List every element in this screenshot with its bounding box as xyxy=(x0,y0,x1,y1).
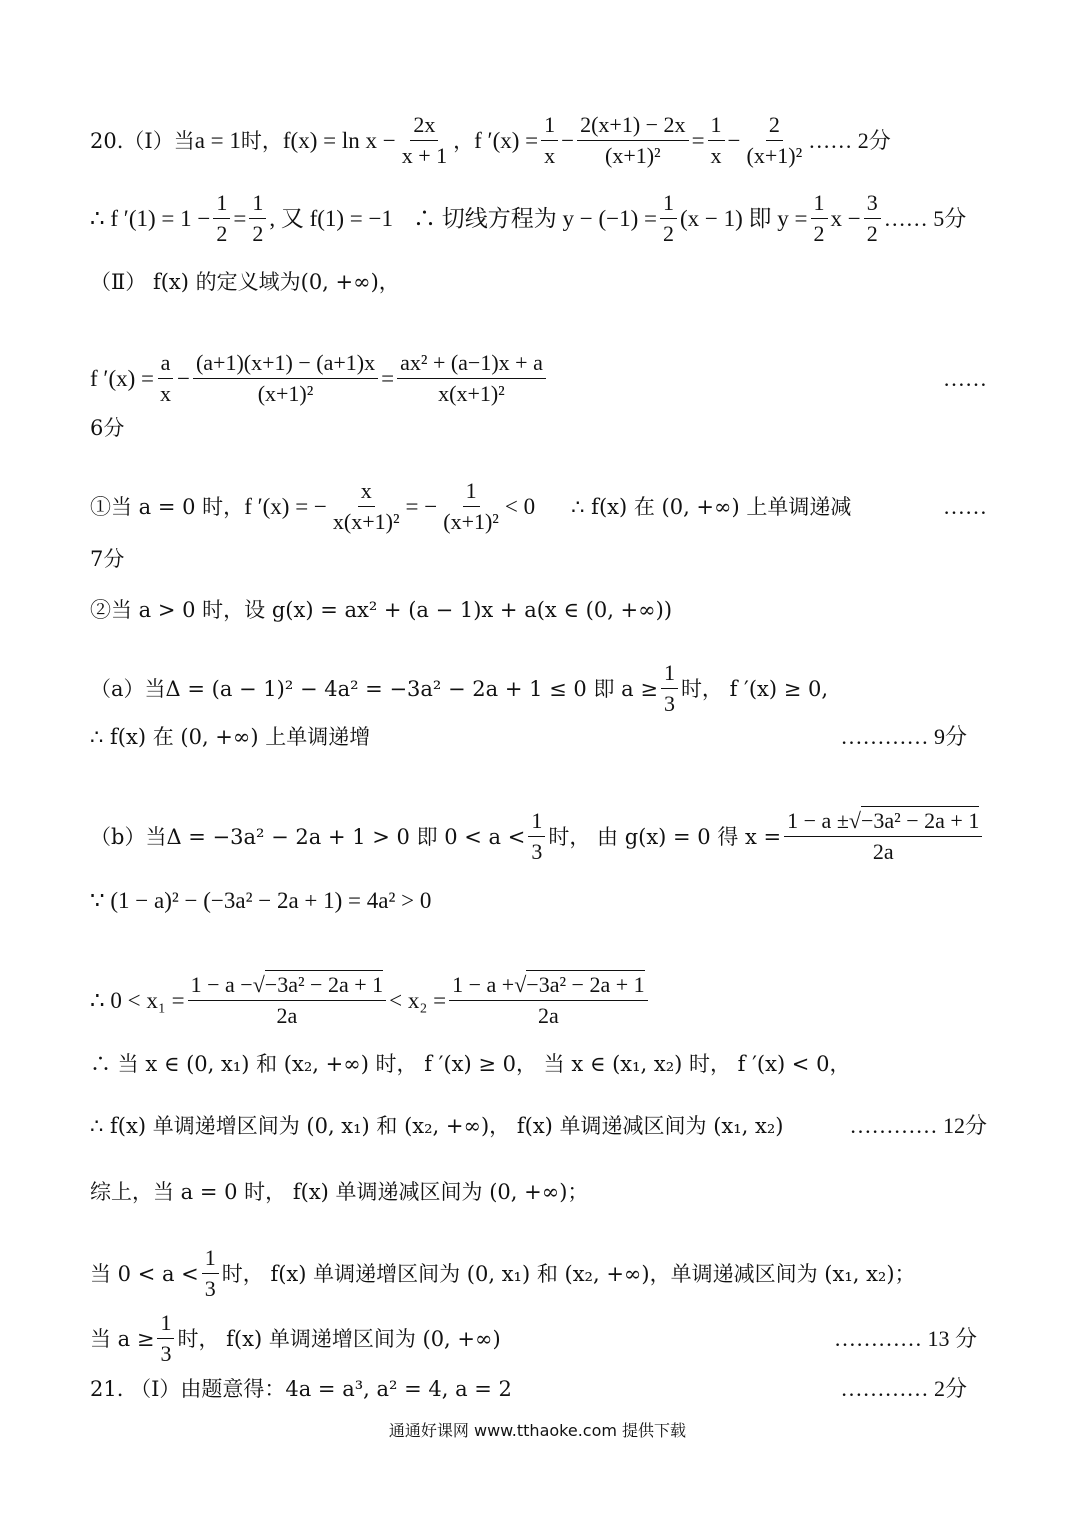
fraction xyxy=(249,190,266,247)
numerator: 1 − a +√−3a² − 2a + 1 xyxy=(449,972,648,1001)
fraction xyxy=(661,660,678,717)
numerator: (a+1)(x+1) − (a+1)x xyxy=(193,350,378,379)
line-20-4 xyxy=(90,350,987,407)
line-20-18 xyxy=(90,1310,987,1367)
denominator: x xyxy=(710,143,722,168)
text: ∴ f(x) 在 (0, +∞) 上单调递增 xyxy=(90,725,371,749)
fraction xyxy=(157,1310,174,1367)
text: 20.（Ⅰ）当 xyxy=(90,128,195,153)
text: ∴ 当 x ∈ (0, x₁) 和 (x₂, +∞) 时， f ′(x) ≥ 0， 当 x ∈ (x₁, x₂) 时， f ′(x) < 0， xyxy=(90,1052,851,1076)
math: − xyxy=(727,127,741,153)
denominator: 3 xyxy=(160,1341,172,1366)
numerator: 1 xyxy=(202,1245,219,1274)
numerator: 1 xyxy=(213,190,230,219)
denominator: 2 xyxy=(216,221,228,246)
num-part: 1 − a ± xyxy=(787,808,849,833)
math: = xyxy=(691,127,705,153)
score: …… xyxy=(943,493,987,519)
fraction xyxy=(157,350,174,407)
denominator: 2 xyxy=(662,221,674,246)
text: 时， xyxy=(240,128,283,153)
numerator: 1 − a −√−3a² − 2a + 1 xyxy=(188,972,387,1001)
text: ∴ f(x) 单调递增区间为 (0, x₁) 和 (x₂, +∞)， f(x) 单调递减区间为 (x₁, x₂) xyxy=(90,1114,784,1138)
numerator: 1 xyxy=(811,190,828,219)
line-20-14 xyxy=(90,1050,987,1078)
line-20-5 xyxy=(90,414,987,442)
math: = xyxy=(233,205,247,231)
line-20-17 xyxy=(90,1245,987,1302)
score: ………… 2分 xyxy=(840,1376,967,1401)
numerator: a xyxy=(158,350,174,379)
text: 21. （Ⅰ）由题意得：4a = a³, a² = 4, a = 2 xyxy=(90,1377,512,1401)
denominator: (x+1)² xyxy=(605,143,661,168)
math: x − xyxy=(830,205,861,231)
text: ②当 a > 0 时，设 g(x) = ax² + (a − 1)x + a(x ∈ (0, +∞)) xyxy=(90,598,673,622)
denominator: 3 xyxy=(531,839,543,864)
text: 时， f(x) 单调递增区间为 (0, x₁) 和 (x₂, +∞)，单调递减区间为 (x₁, x₂)； xyxy=(221,1261,916,1286)
score: ………… 13 分 xyxy=(833,1325,977,1351)
fraction xyxy=(330,478,403,535)
numerator: ax² + (a−1)x + a xyxy=(397,350,546,379)
denominator: x xyxy=(159,381,171,406)
line-20-13 xyxy=(90,972,987,1029)
text: 时， f(x) 单调递增区间为 (0, +∞) xyxy=(177,1326,501,1351)
math: − xyxy=(561,127,575,153)
numerator: 1 xyxy=(249,190,266,219)
score: …… xyxy=(943,365,987,391)
fraction xyxy=(541,112,558,169)
text: （Ⅱ） f(x) 的定义域为(0, +∞)， xyxy=(90,270,400,294)
denominator: x xyxy=(544,143,556,168)
fraction xyxy=(660,190,677,247)
score: 6分 xyxy=(90,416,125,440)
math: = − xyxy=(405,493,438,519)
fraction xyxy=(449,972,648,1029)
math: ∵ (1 − a)² − (−3a² − 2a + 1) = 4a² > 0 xyxy=(90,888,432,913)
math: ∴ 0 < x₁ = xyxy=(90,987,185,1013)
line-20-1 xyxy=(90,112,987,169)
fraction xyxy=(528,808,545,865)
text: 时， f ′(x) ≥ 0, xyxy=(680,676,829,701)
line-20-6 xyxy=(90,478,987,535)
denominator: (x+1)² xyxy=(443,509,499,534)
fraction xyxy=(397,350,546,407)
numerator: 1 xyxy=(528,808,545,837)
denominator: 3 xyxy=(204,1276,216,1301)
fraction xyxy=(864,190,881,247)
fraction xyxy=(440,478,502,535)
math: f ′(x) = xyxy=(474,127,539,153)
line-20-7 xyxy=(90,545,987,573)
line-20-8 xyxy=(90,596,987,624)
denominator: (x+1)² xyxy=(257,381,314,406)
denominator: (x+1)² xyxy=(746,143,803,168)
numerator: 3 xyxy=(864,190,881,219)
radicand: −3a² − 2a + 1 xyxy=(264,972,384,997)
fraction xyxy=(784,808,982,865)
line-21-1 xyxy=(90,1375,987,1403)
numerator: 2(x+1) − 2x xyxy=(577,112,688,141)
denominator: 2a xyxy=(276,1003,298,1028)
fraction xyxy=(213,190,230,247)
radicand: −3a² − 2a + 1 xyxy=(526,972,645,997)
score: 7分 xyxy=(90,547,125,571)
numerator: 1 xyxy=(708,112,725,141)
radicand: −3a² − 2a + 1 xyxy=(860,808,980,833)
text: 当 0 < a < xyxy=(90,1261,199,1286)
denominator: x + 1 xyxy=(401,143,448,168)
text: 综上，当 a = 0 时， f(x) 单调递减区间为 (0, +∞)； xyxy=(90,1180,589,1204)
math: − xyxy=(176,365,190,391)
line-20-2 xyxy=(90,190,987,247)
line-20-10 xyxy=(90,723,987,751)
numerator: 1 − a ±√−3a² − 2a + 1 xyxy=(784,808,982,837)
math: f(x) = ln x − xyxy=(282,127,396,153)
text: 当 a ≥ xyxy=(90,1326,155,1351)
math: a = 1 xyxy=(194,127,241,153)
numerator: 1 xyxy=(660,190,677,219)
denominator: 2 xyxy=(866,221,878,246)
line-20-16 xyxy=(90,1178,987,1206)
math: < 0 xyxy=(504,493,536,519)
line-20-15 xyxy=(90,1112,987,1140)
fraction xyxy=(202,1245,219,1302)
numerator: 1 xyxy=(541,112,558,141)
text: （a）当Δ = (a − 1)² − 4a² = −3a² − 2a + 1 ≤ 0 即 a ≥ xyxy=(90,676,658,701)
fraction xyxy=(188,972,387,1029)
num-part: 1 − a + xyxy=(452,972,515,997)
line-20-9 xyxy=(90,660,987,717)
math: (x − 1) 即 y = xyxy=(679,205,808,231)
text: ， xyxy=(453,128,475,153)
numerator: 1 xyxy=(463,478,480,507)
denominator: 2a xyxy=(537,1003,559,1028)
score: …… 5分 xyxy=(883,205,967,231)
numerator: 2 xyxy=(766,112,783,141)
fraction xyxy=(744,112,806,169)
math: < x₂ = xyxy=(389,987,447,1013)
denominator: 2 xyxy=(813,221,825,246)
fraction xyxy=(708,112,725,169)
math: = xyxy=(381,365,395,391)
fraction xyxy=(399,112,450,169)
num-part: 1 − a − xyxy=(190,972,253,997)
numerator: x xyxy=(358,478,375,507)
denominator: 2a xyxy=(872,839,894,864)
numerator: 2x xyxy=(410,112,438,141)
score: ………… 12分 xyxy=(849,1113,987,1138)
math: , 又 f(1) = −1 xyxy=(269,205,393,231)
footer-source: 通通好课网 www.tthaoke.com 提供下载 xyxy=(388,1421,687,1440)
text: 时， 由 g(x) = 0 得 x = xyxy=(548,824,782,849)
math: ∴ f ′(1) = 1 − xyxy=(90,205,211,231)
score: …… 2分 xyxy=(808,127,891,153)
line-20-3 xyxy=(90,268,987,296)
score: ………… 9分 xyxy=(840,724,967,749)
math: f ′(x) = xyxy=(90,365,154,391)
math: ∴ 切线方程为 y − (−1) = xyxy=(413,205,657,231)
line-20-11 xyxy=(90,808,987,865)
denominator: x(x+1)² xyxy=(438,381,505,406)
denominator: x(x+1)² xyxy=(332,509,400,534)
denominator: 3 xyxy=(663,691,675,716)
numerator: 1 xyxy=(661,660,678,689)
text: ①当 a = 0 时， xyxy=(90,494,245,519)
fraction xyxy=(193,350,378,407)
math: f ′(x) = − xyxy=(244,493,327,519)
fraction xyxy=(577,112,688,169)
text: （b）当Δ = −3a² − 2a + 1 > 0 即 0 < a < xyxy=(90,824,526,849)
numerator: 1 xyxy=(157,1310,174,1339)
denominator: 2 xyxy=(252,221,264,246)
line-20-12 xyxy=(90,887,987,915)
fraction xyxy=(811,190,828,247)
text: ∴ f(x) 在 (0, +∞) 上单调递减 xyxy=(571,494,852,519)
